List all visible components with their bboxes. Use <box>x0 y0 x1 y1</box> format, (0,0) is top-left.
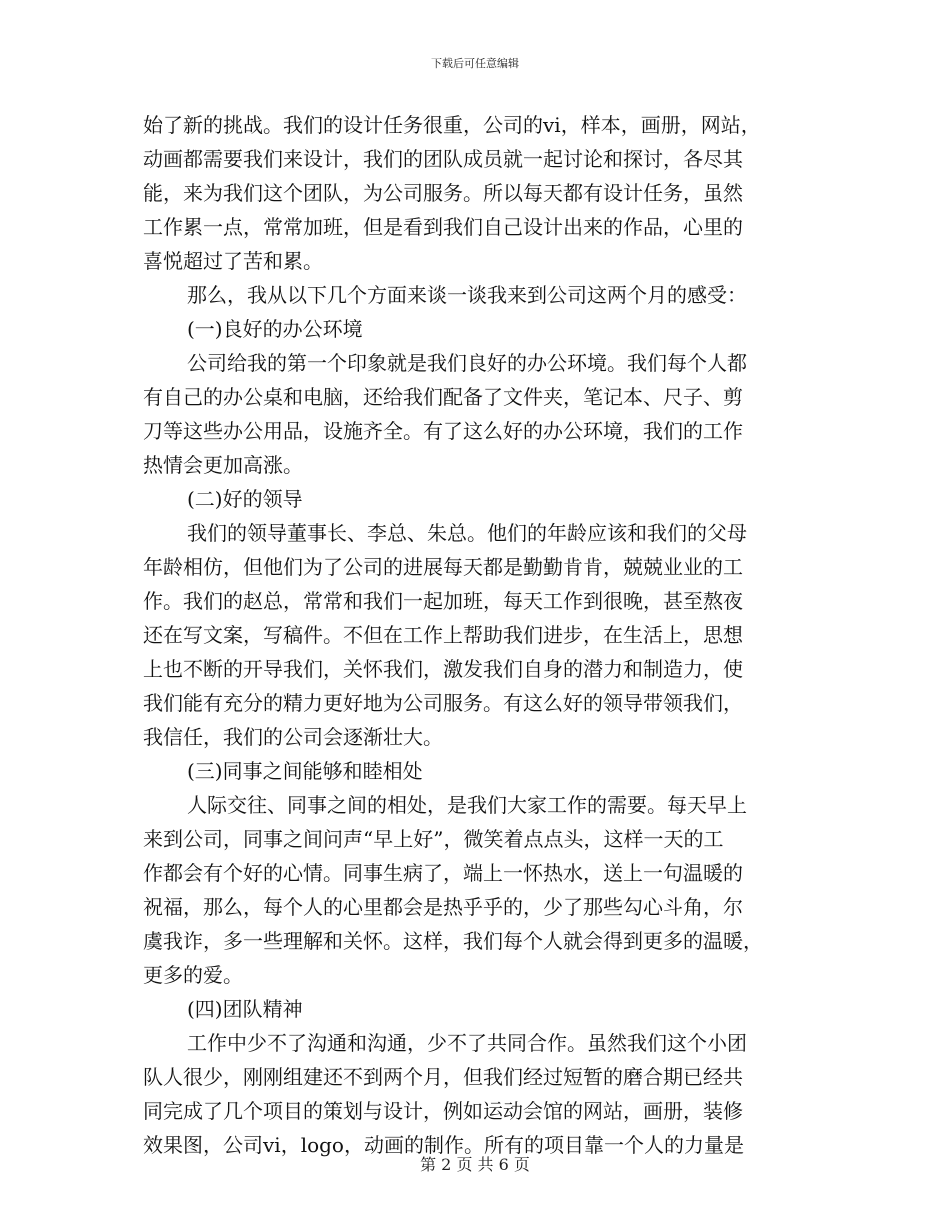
text-line: 公司给我的第一个印象就是我们良好的办公环境。我们每个人都 <box>187 351 747 375</box>
text-line: (三)同事之间能够和睦相处 <box>187 759 423 783</box>
text-line: 更多的爱。 <box>143 963 243 987</box>
text-line: 热情会更加高涨。 <box>143 453 303 477</box>
text-line: 喜悦超过了苦和累。 <box>143 249 323 273</box>
text-line: 效果图，公司vi，logo，动画的制作。所有的项目靠一个人的力量是 <box>143 1133 744 1157</box>
text-line: 工作累一点，常常加班，但是看到我们自己设计出来的作品，心里的 <box>143 215 743 239</box>
page-header: 下载后可任意编辑 <box>431 57 519 70</box>
text-line: 同完成了几个项目的策划与设计，例如运动会馆的网站，画册，装修 <box>143 1099 743 1123</box>
text-line: (二)好的领导 <box>187 487 303 511</box>
text-line: 虞我诈，多一些理解和关怀。这样，我们每个人就会得到更多的温暖， <box>143 929 763 953</box>
text-line: 祝福，那么，每个人的心里都会是热乎乎的，少了那些勾心斗角，尔 <box>143 895 743 919</box>
text-line: 我们的领导董事长、李总、朱总。他们的年龄应该和我们的父母 <box>187 521 747 545</box>
text-line: 队人很少，刚刚组建还不到两个月，但我们经过短暂的磨合期已经共 <box>143 1065 743 1089</box>
text-line: 我们能有充分的精力更好地为公司服务。有这么好的领导带领我们， <box>143 691 743 715</box>
text-line: 刀等这些办公用品，设施齐全。有了这么好的办公环境，我们的工作 <box>143 419 743 443</box>
text-line: 来到公司，同事之间问声“早上好”，微笑着点点头，这样一天的工 <box>143 827 724 851</box>
text-line: 有自己的办公桌和电脑，还给我们配备了文件夹，笔记本、尺子、剪 <box>143 385 743 409</box>
text-line: 人际交往、同事之间的相处，是我们大家工作的需要。每天早上 <box>187 793 747 817</box>
document-body <box>143 108 813 1162</box>
text-line: 能，来为我们这个团队，为公司服务。所以每天都有设计任务，虽然 <box>143 181 743 205</box>
text-line: 我信任，我们的公司会逐渐壮大。 <box>143 725 443 749</box>
text-line: 工作中少不了沟通和沟通，少不了共同合作。虽然我们这个小团 <box>187 1031 747 1055</box>
text-line: 始了新的挑战。我们的设计任务很重，公司的vi，样本，画册，网站， <box>143 113 761 137</box>
page-footer: 第 2 页 共 6 页 <box>420 1155 530 1174</box>
text-line: 年龄相仿，但他们为了公司的进展每天都是勤勤肯肯，兢兢业业的工 <box>143 555 743 579</box>
text-line: 动画都需要我们来设计，我们的团队成员就一起讨论和探讨，各尽其 <box>143 147 743 171</box>
text-line: 作都会有个好的心情。同事生病了，端上一怀热水，送上一句温暖的 <box>143 861 743 885</box>
text-line: 那么，我从以下几个方面来谈一谈我来到公司这两个月的感受： <box>187 283 747 307</box>
text-line: (一)良好的办公环境 <box>187 317 363 341</box>
text-line: 上也不断的开导我们，关怀我们，激发我们自身的潜力和制造力，使 <box>143 657 743 681</box>
text-line: 还在写文案，写稿件。不但在工作上帮助我们进步，在生活上，思想 <box>143 623 743 647</box>
text-line: (四)团队精神 <box>187 997 303 1021</box>
text-line: 作。我们的赵总，常常和我们一起加班，每天工作到很晚，甚至熬夜 <box>143 589 743 613</box>
